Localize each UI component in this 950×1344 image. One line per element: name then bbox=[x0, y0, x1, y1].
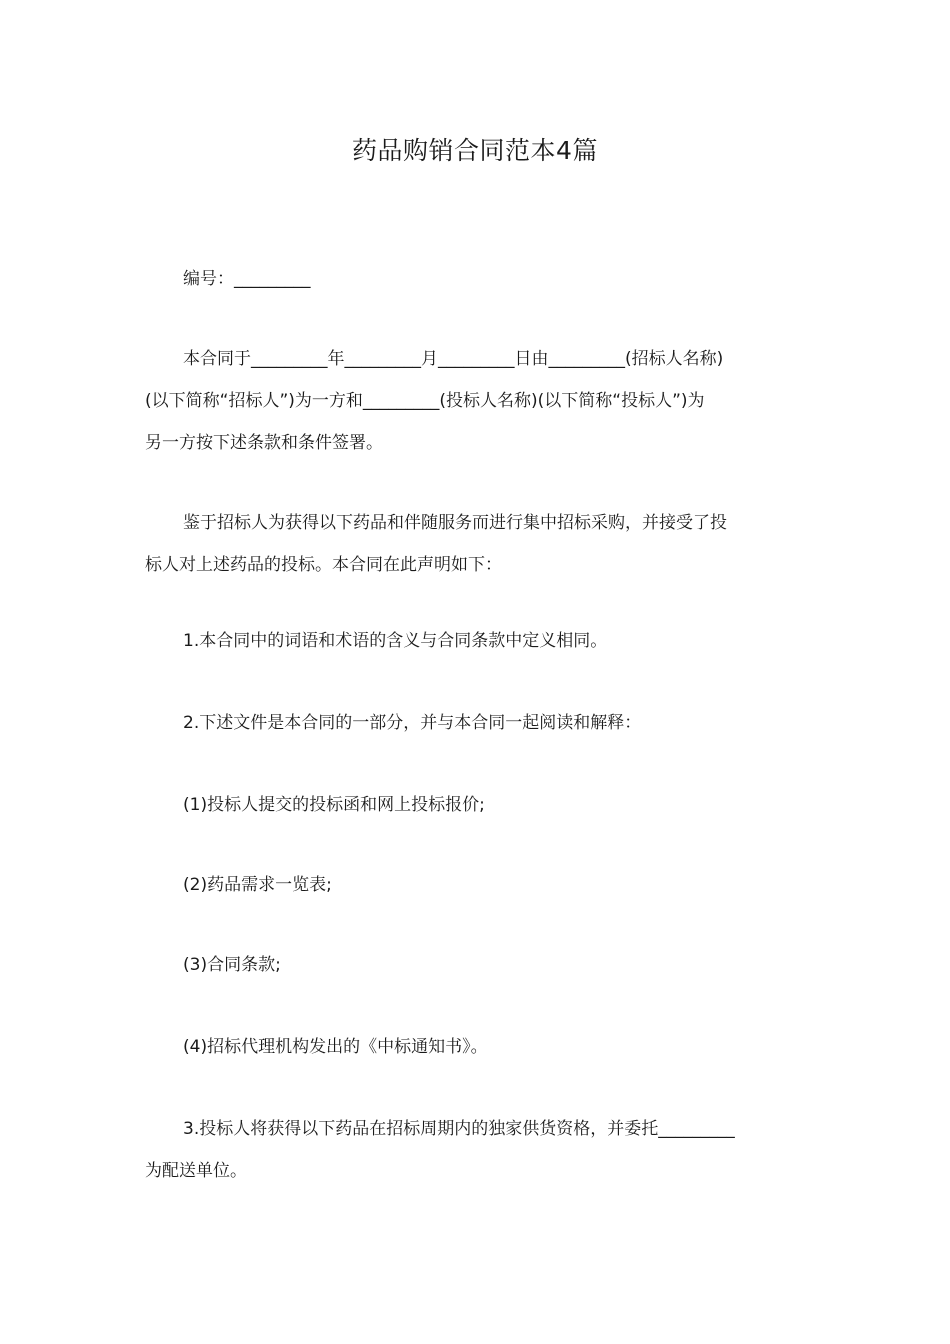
document-title: 药品购销合同范本4篇 bbox=[352, 136, 598, 165]
clause-3-paragraph bbox=[145, 1108, 805, 1192]
list-item: (3)合同条款; bbox=[183, 955, 281, 975]
intro-line-2: (以下简称“招标人”)为一方和_________(投标人名称)(以下简称“投标人”)为 bbox=[145, 391, 705, 411]
clause-2-item-3 bbox=[145, 944, 805, 986]
intro-paragraph bbox=[145, 338, 805, 464]
intro-line-1: 本合同于_________年_________月_________日由_________(招标人名称) bbox=[183, 349, 724, 369]
clause-3-line-1: 3.投标人将获得以下药品在招标周期内的独家供货资格，并委托_________ bbox=[183, 1119, 735, 1139]
clause-3-line-2: 为配送单位。 bbox=[145, 1161, 247, 1181]
intro-line-3: 另一方按下述条款和条件签署。 bbox=[145, 433, 383, 453]
clause-2-item-4 bbox=[145, 1026, 805, 1068]
whereas-paragraph bbox=[145, 502, 805, 586]
list-item: (2)药品需求一览表; bbox=[183, 875, 332, 895]
contract-number-paragraph bbox=[145, 258, 805, 300]
clause-2-text: 2.下述文件是本合同的一部分，并与本合同一起阅读和解释： bbox=[183, 713, 642, 733]
clause-2-paragraph bbox=[145, 702, 805, 744]
whereas-line-2: 标人对上述药品的投标。本合同在此声明如下： bbox=[145, 555, 502, 575]
clause-1-text: 1.本合同中的词语和术语的含义与合同条款中定义相同。 bbox=[183, 631, 608, 651]
clause-2-item-1 bbox=[145, 784, 805, 826]
clause-2-item-2 bbox=[145, 864, 805, 906]
clause-1-paragraph bbox=[145, 620, 805, 662]
list-item: (1)投标人提交的投标函和网上投标报价; bbox=[183, 795, 485, 815]
contract-number-line: 编号：_________ bbox=[183, 269, 311, 289]
whereas-line-1: 鉴于招标人为获得以下药品和伴随服务而进行集中招标采购，并接受了投 bbox=[183, 513, 727, 533]
list-item: (4)招标代理机构发出的《中标通知书》。 bbox=[183, 1037, 488, 1057]
